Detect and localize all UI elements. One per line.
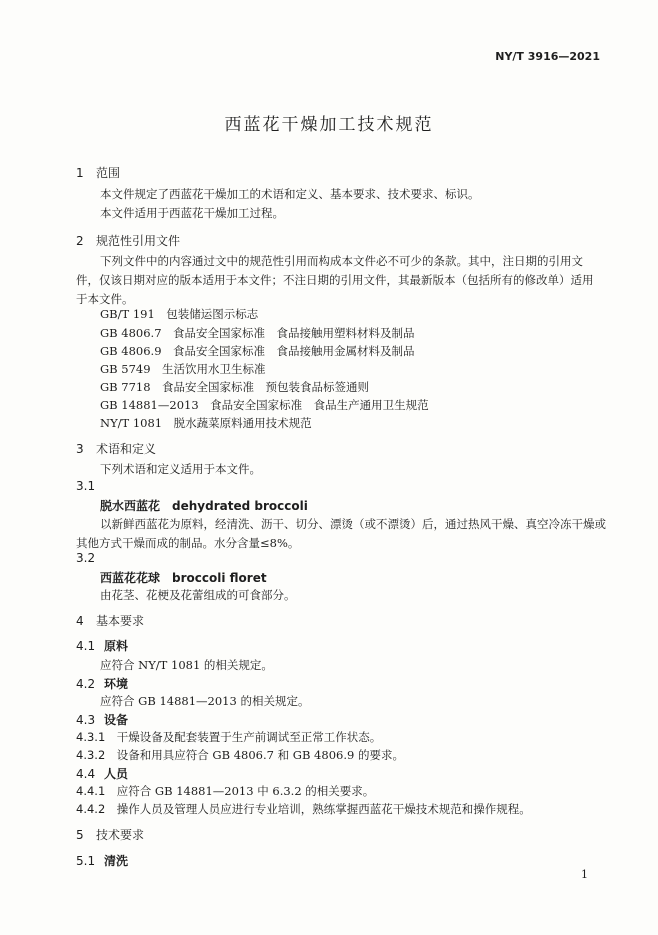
reference-item: GB 5749 生活饮用水卫生标准	[100, 362, 266, 376]
clause-item	[76, 783, 374, 799]
paragraph: 本文件适用于西蓝花干燥加工过程。	[100, 206, 284, 220]
paragraph: 应符合 NY/T 1081 的相关规定。	[100, 658, 273, 672]
standard-number: NY/T 3916—2021	[495, 50, 600, 63]
section-number: 4	[76, 614, 84, 628]
term-number: 3.1	[76, 479, 96, 493]
section-1-heading	[76, 164, 120, 181]
term-english: broccoli floret	[172, 571, 267, 585]
subsection-4-3-heading	[76, 711, 128, 728]
clause-number: 4.3.1	[76, 730, 106, 744]
clause-text: 设备和用具应符合 GB 4806.7 和 GB 4806.9 的要求。	[116, 748, 404, 762]
subsection-number: 4.3	[76, 713, 96, 727]
term-heading	[100, 569, 267, 586]
term-heading	[100, 497, 308, 514]
subsection-title: 设备	[104, 713, 129, 727]
subsection-number: 4.1	[76, 639, 96, 653]
section-title: 基本要求	[96, 614, 145, 628]
clause-number: 4.3.2	[76, 748, 106, 762]
section-5-heading	[76, 826, 144, 843]
subsection-title: 清洗	[104, 854, 129, 868]
clause-item	[76, 729, 381, 745]
clause-number: 4.4.1	[76, 784, 106, 798]
section-4-heading	[76, 612, 144, 629]
reference-item: GB 4806.9 食品安全国家标准 食品接触用金属材料及制品	[100, 344, 415, 358]
clause-number: 4.4.2	[76, 802, 106, 816]
reference-item: NY/T 1081 脱水蔬菜原料通用技术规范	[100, 416, 312, 430]
term-chinese: 脱水西蓝花	[100, 499, 161, 513]
page-number: 1	[581, 868, 588, 881]
subsection-4-2-heading	[76, 675, 128, 692]
paragraph: 本文件规定了西蓝花干燥加工的术语和定义、基本要求、技术要求、标识。	[100, 187, 480, 201]
reference-item: GB/T 191 包装储运图示标志	[100, 307, 259, 321]
term-english: dehydrated broccoli	[172, 499, 308, 513]
section-number: 2	[76, 234, 84, 248]
section-title: 术语和定义	[96, 442, 157, 456]
clause-text: 应符合 GB 14881—2013 中 6.3.2 的相关要求。	[116, 784, 375, 798]
reference-item: GB 7718 食品安全国家标准 预包装食品标签通则	[100, 380, 370, 394]
clause-item	[76, 801, 531, 817]
subsection-title: 原料	[104, 639, 129, 653]
term-definition: 由花茎、花梗及花蕾组成的可食部分。	[100, 588, 296, 602]
reference-item: GB 14881—2013 食品安全国家标准 食品生产通用卫生规范	[100, 398, 429, 412]
paragraph: 下列术语和定义适用于本文件。	[100, 462, 261, 476]
section-number: 3	[76, 442, 84, 456]
section-title: 技术要求	[96, 828, 145, 842]
subsection-number: 4.2	[76, 677, 96, 691]
section-number: 1	[76, 166, 84, 180]
clause-item	[76, 747, 404, 763]
term-chinese: 西蓝花花球	[100, 571, 161, 585]
document-title: 西蓝花干燥加工技术规范	[224, 115, 434, 135]
section-3-heading	[76, 440, 156, 457]
section-title: 范围	[96, 166, 121, 180]
paragraph: 应符合 GB 14881—2013 的相关规定。	[100, 694, 310, 708]
term-definition: 以新鲜西蓝花为原料，经清洗、沥干、切分、漂烫（或不漂烫）后，通过热风干燥、真空冷冻干燥或其他方式干燥而成的制品。水分含量≤8%。	[76, 517, 606, 550]
subsection-4-4-heading	[76, 765, 128, 782]
subsection-number: 4.4	[76, 767, 96, 781]
subsection-title: 环境	[104, 677, 129, 691]
section-title: 规范性引用文件	[96, 234, 181, 248]
subsection-5-1-heading	[76, 852, 128, 869]
subsection-number: 5.1	[76, 854, 96, 868]
term-number: 3.2	[76, 551, 96, 565]
section-number: 5	[76, 828, 84, 842]
reference-item: GB 4806.7 食品安全国家标准 食品接触用塑料材料及制品	[100, 326, 415, 340]
clause-text: 操作人员及管理人员应进行专业培训，熟练掌握西蓝花干燥技术规范和操作规程。	[116, 802, 531, 816]
subsection-title: 人员	[104, 767, 129, 781]
section-2-heading	[76, 232, 180, 249]
paragraph: 下列文件中的内容通过文中的规范性引用而构成本文件必不可少的条款。其中，注日期的引用文件，仅该日期对应的版本适用于本文件；不注日期的引用文件，其最新版本（包括所有的修改单）适用于本文件。	[76, 254, 594, 306]
clause-text: 干燥设备及配套装置于生产前调试至正常工作状态。	[116, 730, 382, 744]
subsection-4-1-heading	[76, 637, 128, 654]
